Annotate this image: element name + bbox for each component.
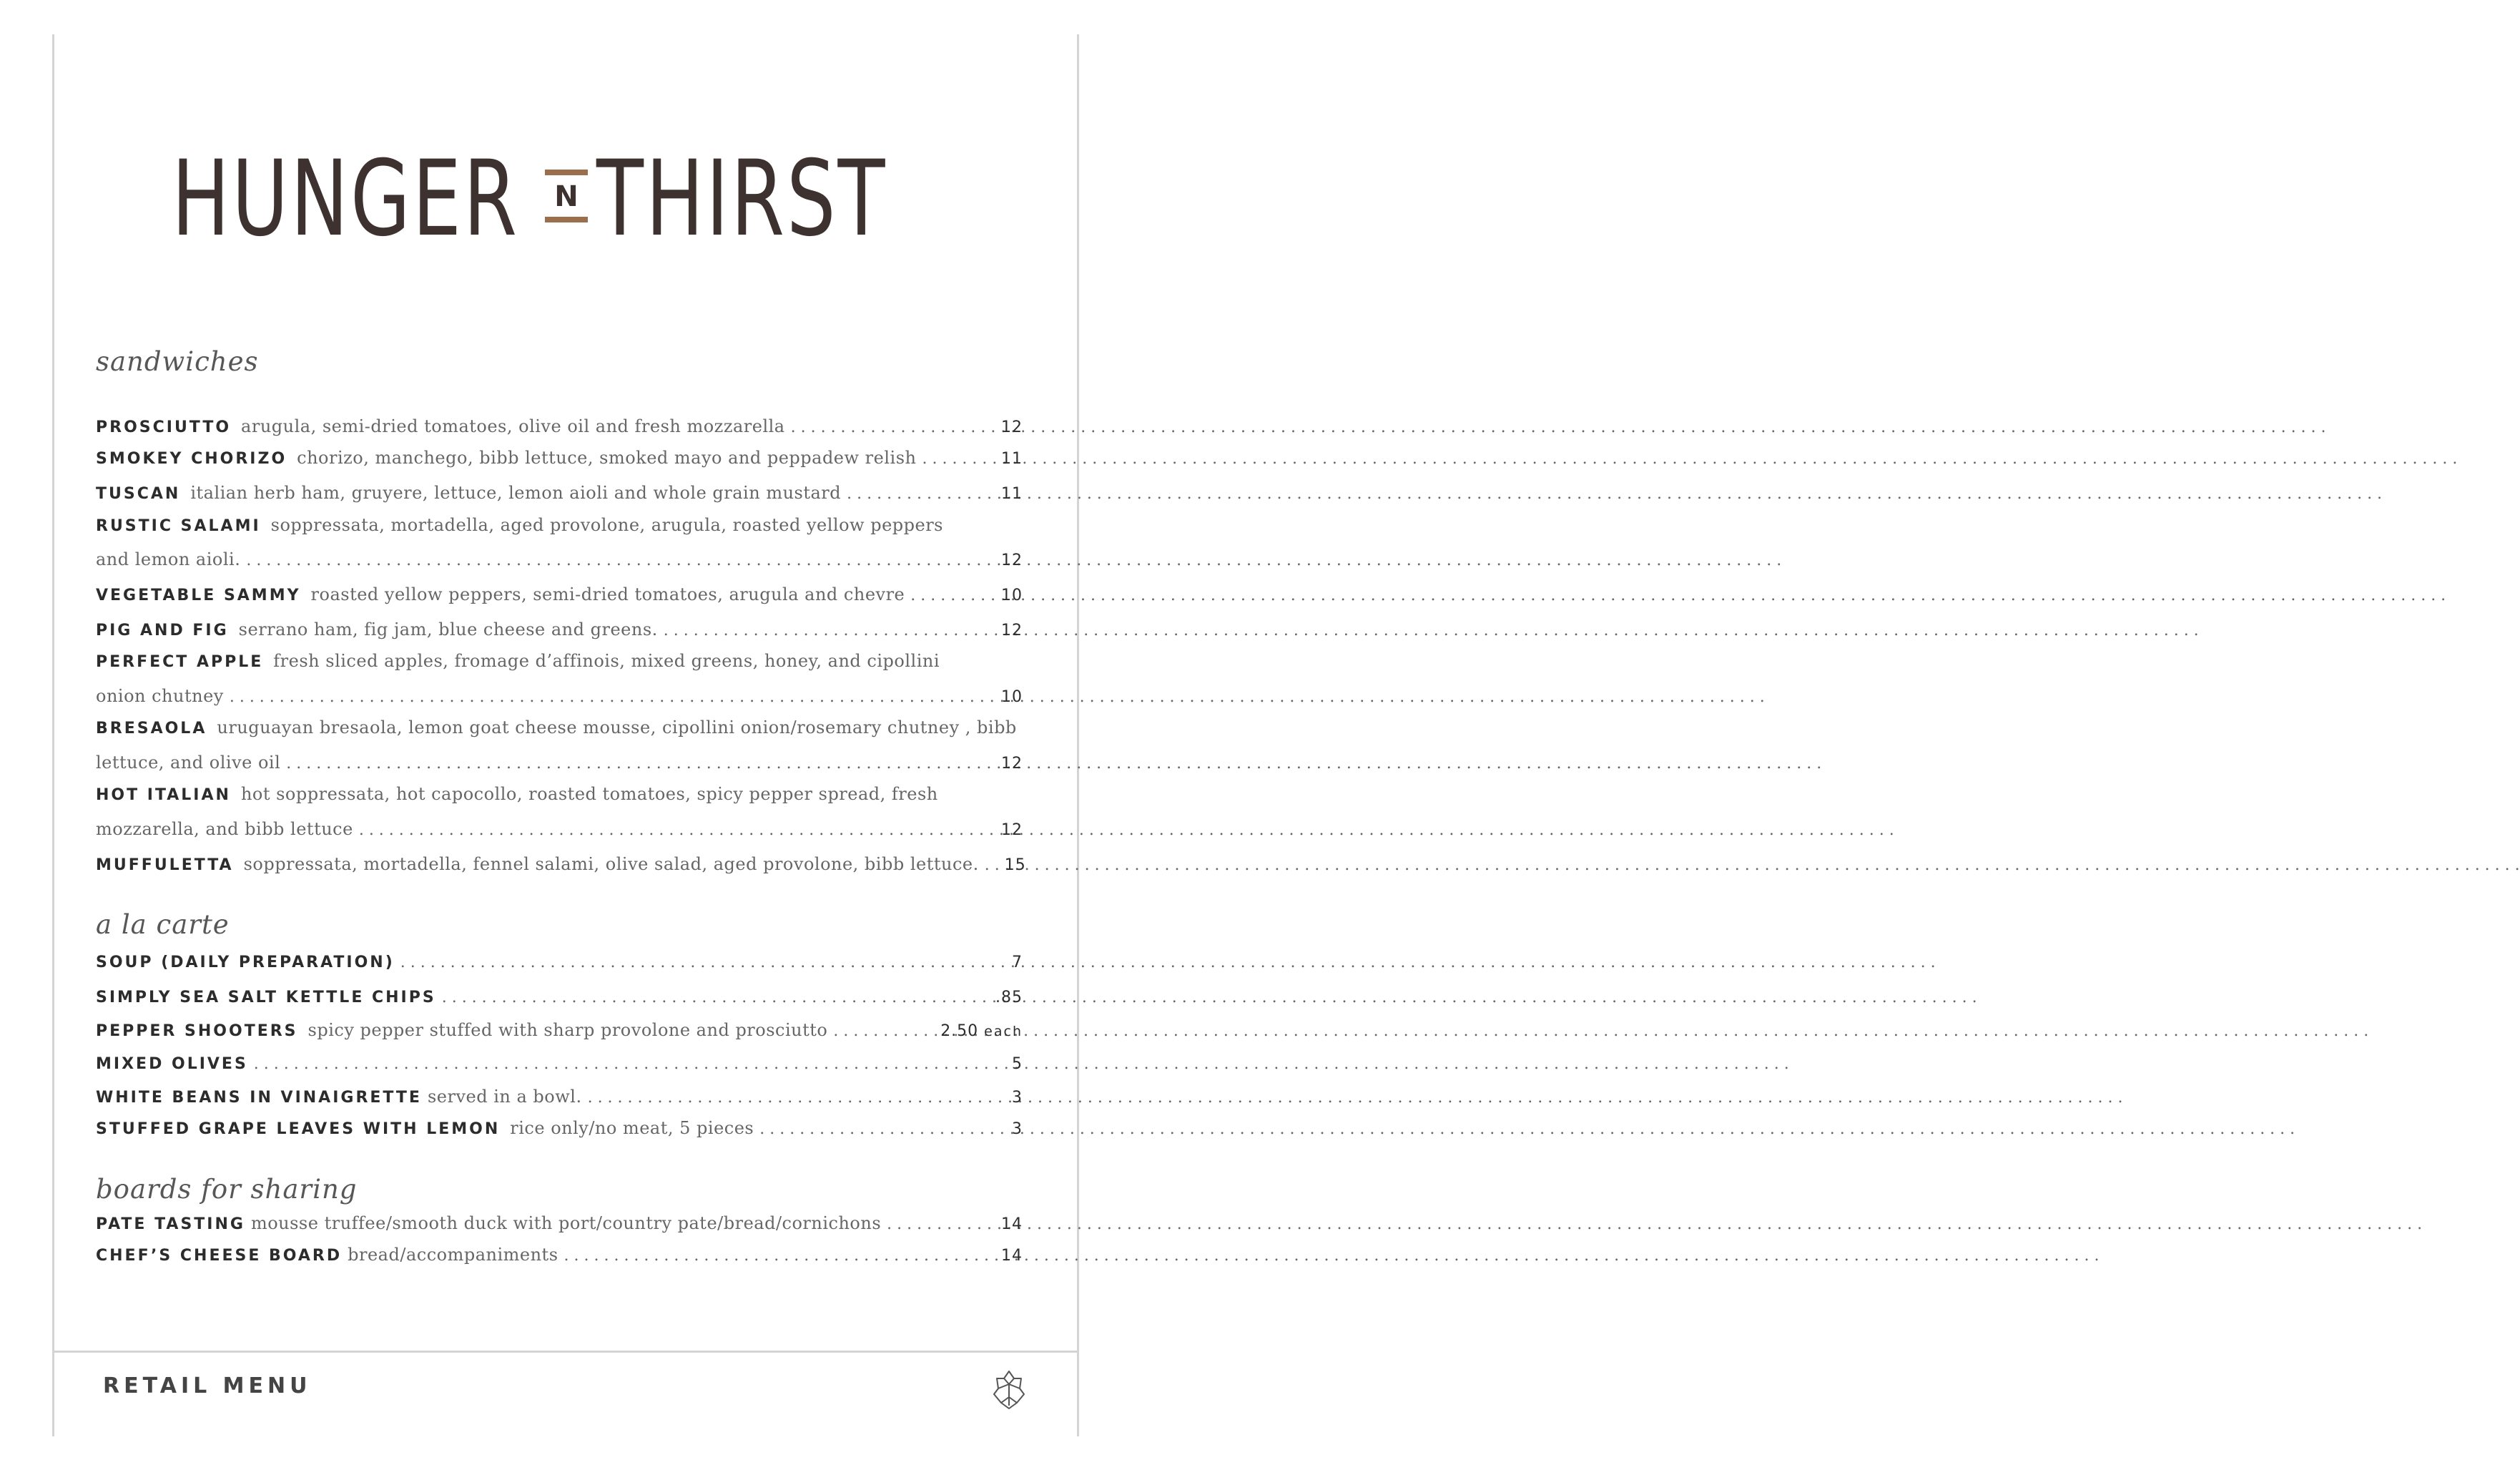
item-name: PIG AND FIG <box>96 622 229 640</box>
item-price: 15 <box>1004 856 1026 874</box>
left-border <box>52 34 54 1436</box>
dot-leader <box>588 1089 1006 1107</box>
menu-item <box>96 483 1023 511</box>
item-price: 14 <box>1001 1247 1023 1265</box>
logo-word-thirst: THIRST <box>596 138 887 260</box>
dot-leader <box>833 1022 935 1040</box>
item-desc: arugula, semi-dried tomatoes, olive oil and fresh mozzarella <box>241 416 785 436</box>
footer-label: RETAIL MENU <box>103 1373 312 1398</box>
item-price: 11 <box>1001 450 1023 468</box>
logo-word-hunger: HUNGER <box>172 138 519 260</box>
dot-leader <box>847 485 995 503</box>
menu-item <box>96 416 1023 445</box>
item-name: PEPPER SHOOTERS <box>96 1022 298 1040</box>
item-desc-continued: lettuce, and olive oil <box>96 753 281 773</box>
dot-leader <box>887 1215 995 1233</box>
item-name: VEGETABLE SAMMY <box>96 587 301 604</box>
item-name: WHITE BEANS IN VINAIGRETTE <box>96 1089 422 1107</box>
item-desc: serrano ham, fig jam, blue cheese and greens. <box>238 619 658 640</box>
dot-leader <box>230 688 995 706</box>
item-desc: mousse truffee/smooth duck with port/country pate/bread/cornichons <box>250 1213 882 1233</box>
menu-item <box>96 717 1023 746</box>
dot-leader <box>791 418 995 436</box>
dot-leader <box>400 954 1006 971</box>
item-name: PERFECT APPLE <box>96 653 264 671</box>
item-price: 12 <box>1001 622 1023 640</box>
logo-connector <box>545 170 588 212</box>
item-name: PROSCIUTTO <box>96 418 232 436</box>
item-price: 14 <box>1001 1215 1023 1233</box>
item-name: RUSTIC SALAMI <box>96 517 261 535</box>
item-desc: bread/accompaniments <box>348 1245 558 1265</box>
section-title-a-la-carte: a la carte <box>96 909 230 940</box>
menu-item <box>96 1118 1023 1147</box>
menu-item <box>96 515 1023 544</box>
item-price: 3 <box>1012 1120 1023 1138</box>
item-price: 10 <box>1001 688 1023 706</box>
item-name: MUFFULETTA <box>96 856 234 874</box>
item-name: STUFFED GRAPE LEAVES WITH LEMON <box>96 1120 501 1138</box>
dot-leader <box>922 450 995 468</box>
item-price: 10 <box>1001 587 1023 604</box>
item-price: 12 <box>1001 755 1023 773</box>
item-price: 7 <box>1012 954 1023 971</box>
logo-connector-bar-top <box>545 170 588 175</box>
logo-connector-bar-bottom <box>545 217 588 222</box>
dot-leader <box>759 1120 1006 1138</box>
item-name: CHEF’S CHEESE BOARD <box>96 1247 343 1265</box>
menu-item <box>96 448 1023 476</box>
item-name: TUSCAN <box>96 485 181 503</box>
item-name: PATE TASTING <box>96 1215 245 1233</box>
dot-leader <box>254 1055 1006 1073</box>
item-desc-continued: and lemon aioli. <box>96 549 241 569</box>
menu-item <box>96 651 1023 680</box>
item-price: .85 <box>995 989 1023 1006</box>
item-name: SOUP (DAILY PREPARATION) <box>96 954 395 971</box>
item-desc-continued: mozzarella, and bibb lettuce <box>96 819 353 839</box>
item-price: 11 <box>1001 485 1023 503</box>
menu-item <box>96 584 1023 613</box>
menu-item <box>96 1213 1023 1242</box>
artichoke-icon <box>991 1368 1027 1411</box>
item-desc: chorizo, manchego, bibb lettuce, smoked mayo and peppadew relish <box>297 448 917 468</box>
item-desc: soppressata, mortadella, fennel salami, olive salad, aged provolone, bibb lettuce. <box>243 854 979 874</box>
item-desc: fresh sliced apples, fromage d’affinois, mixed greens, honey, and cipollini <box>273 651 940 671</box>
menu-item <box>96 784 1023 813</box>
item-name: SMOKEY CHORIZO <box>96 450 287 468</box>
dot-leader <box>246 552 995 569</box>
dot-leader <box>910 587 995 604</box>
dot-leader <box>359 821 995 839</box>
menu-item <box>96 989 1023 1017</box>
item-price: 5 <box>1012 1055 1023 1073</box>
dot-leader <box>564 1247 995 1265</box>
item-desc-continued: onion chutney <box>96 686 224 706</box>
menu-item <box>96 1245 1023 1273</box>
item-name: HOT ITALIAN <box>96 786 231 804</box>
menu-item-continuation <box>96 549 1023 578</box>
menu-item-continuation <box>96 686 1023 715</box>
item-desc: roasted yellow peppers, semi-dried tomatoes, arugula and chevre <box>310 584 905 604</box>
logo <box>172 138 958 260</box>
item-name: MIXED OLIVES <box>96 1055 248 1073</box>
dot-leader <box>442 989 990 1006</box>
item-desc: hot soppressata, hot capocollo, roasted tomatoes, spicy pepper spread, fresh <box>240 784 938 804</box>
item-price-unit: each <box>984 1024 1023 1039</box>
footer-divider <box>52 1351 1079 1353</box>
menu-item <box>96 1055 1023 1084</box>
menu-item <box>96 619 1023 648</box>
item-desc: italian herb ham, gruyere, lettuce, lemon aioli and whole grain mustard <box>190 483 842 503</box>
item-desc: spicy pepper stuffed with sharp provolone and prosciutto <box>307 1020 828 1040</box>
item-name: BRESAOLA <box>96 720 207 738</box>
item-price <box>940 1022 1023 1040</box>
item-desc: uruguayan bresaola, lemon goat cheese mousse, cipollini onion/rosemary chutney , bibb <box>217 717 1017 738</box>
menu-item <box>96 954 1023 982</box>
section-title-boards: boards for sharing <box>96 1174 358 1205</box>
item-price: 3 <box>1012 1089 1023 1107</box>
menu-item-continuation <box>96 819 1023 848</box>
dot-leader <box>664 622 995 640</box>
menu-item <box>96 1087 1023 1115</box>
menu-item <box>96 854 1026 883</box>
menu-item-continuation <box>96 753 1023 781</box>
logo-connector-letter: N <box>554 180 579 213</box>
item-price: 12 <box>1001 821 1023 839</box>
item-price: 12 <box>1001 552 1023 569</box>
menu-item <box>96 1020 1023 1049</box>
section-title-sandwiches: sandwiches <box>96 346 259 377</box>
item-price-value: 2.50 <box>940 1022 979 1040</box>
item-name: SIMPLY SEA SALT KETTLE CHIPS <box>96 989 436 1006</box>
item-price: 12 <box>1001 418 1023 436</box>
item-desc: soppressata, mortadella, aged provolone, arugula, roasted yellow peppers <box>270 515 943 535</box>
item-desc: rice only/no meat, 5 pieces <box>510 1118 754 1138</box>
item-desc: served in a bowl. <box>427 1087 582 1107</box>
dot-leader <box>286 755 995 773</box>
dot-leader <box>985 856 999 874</box>
